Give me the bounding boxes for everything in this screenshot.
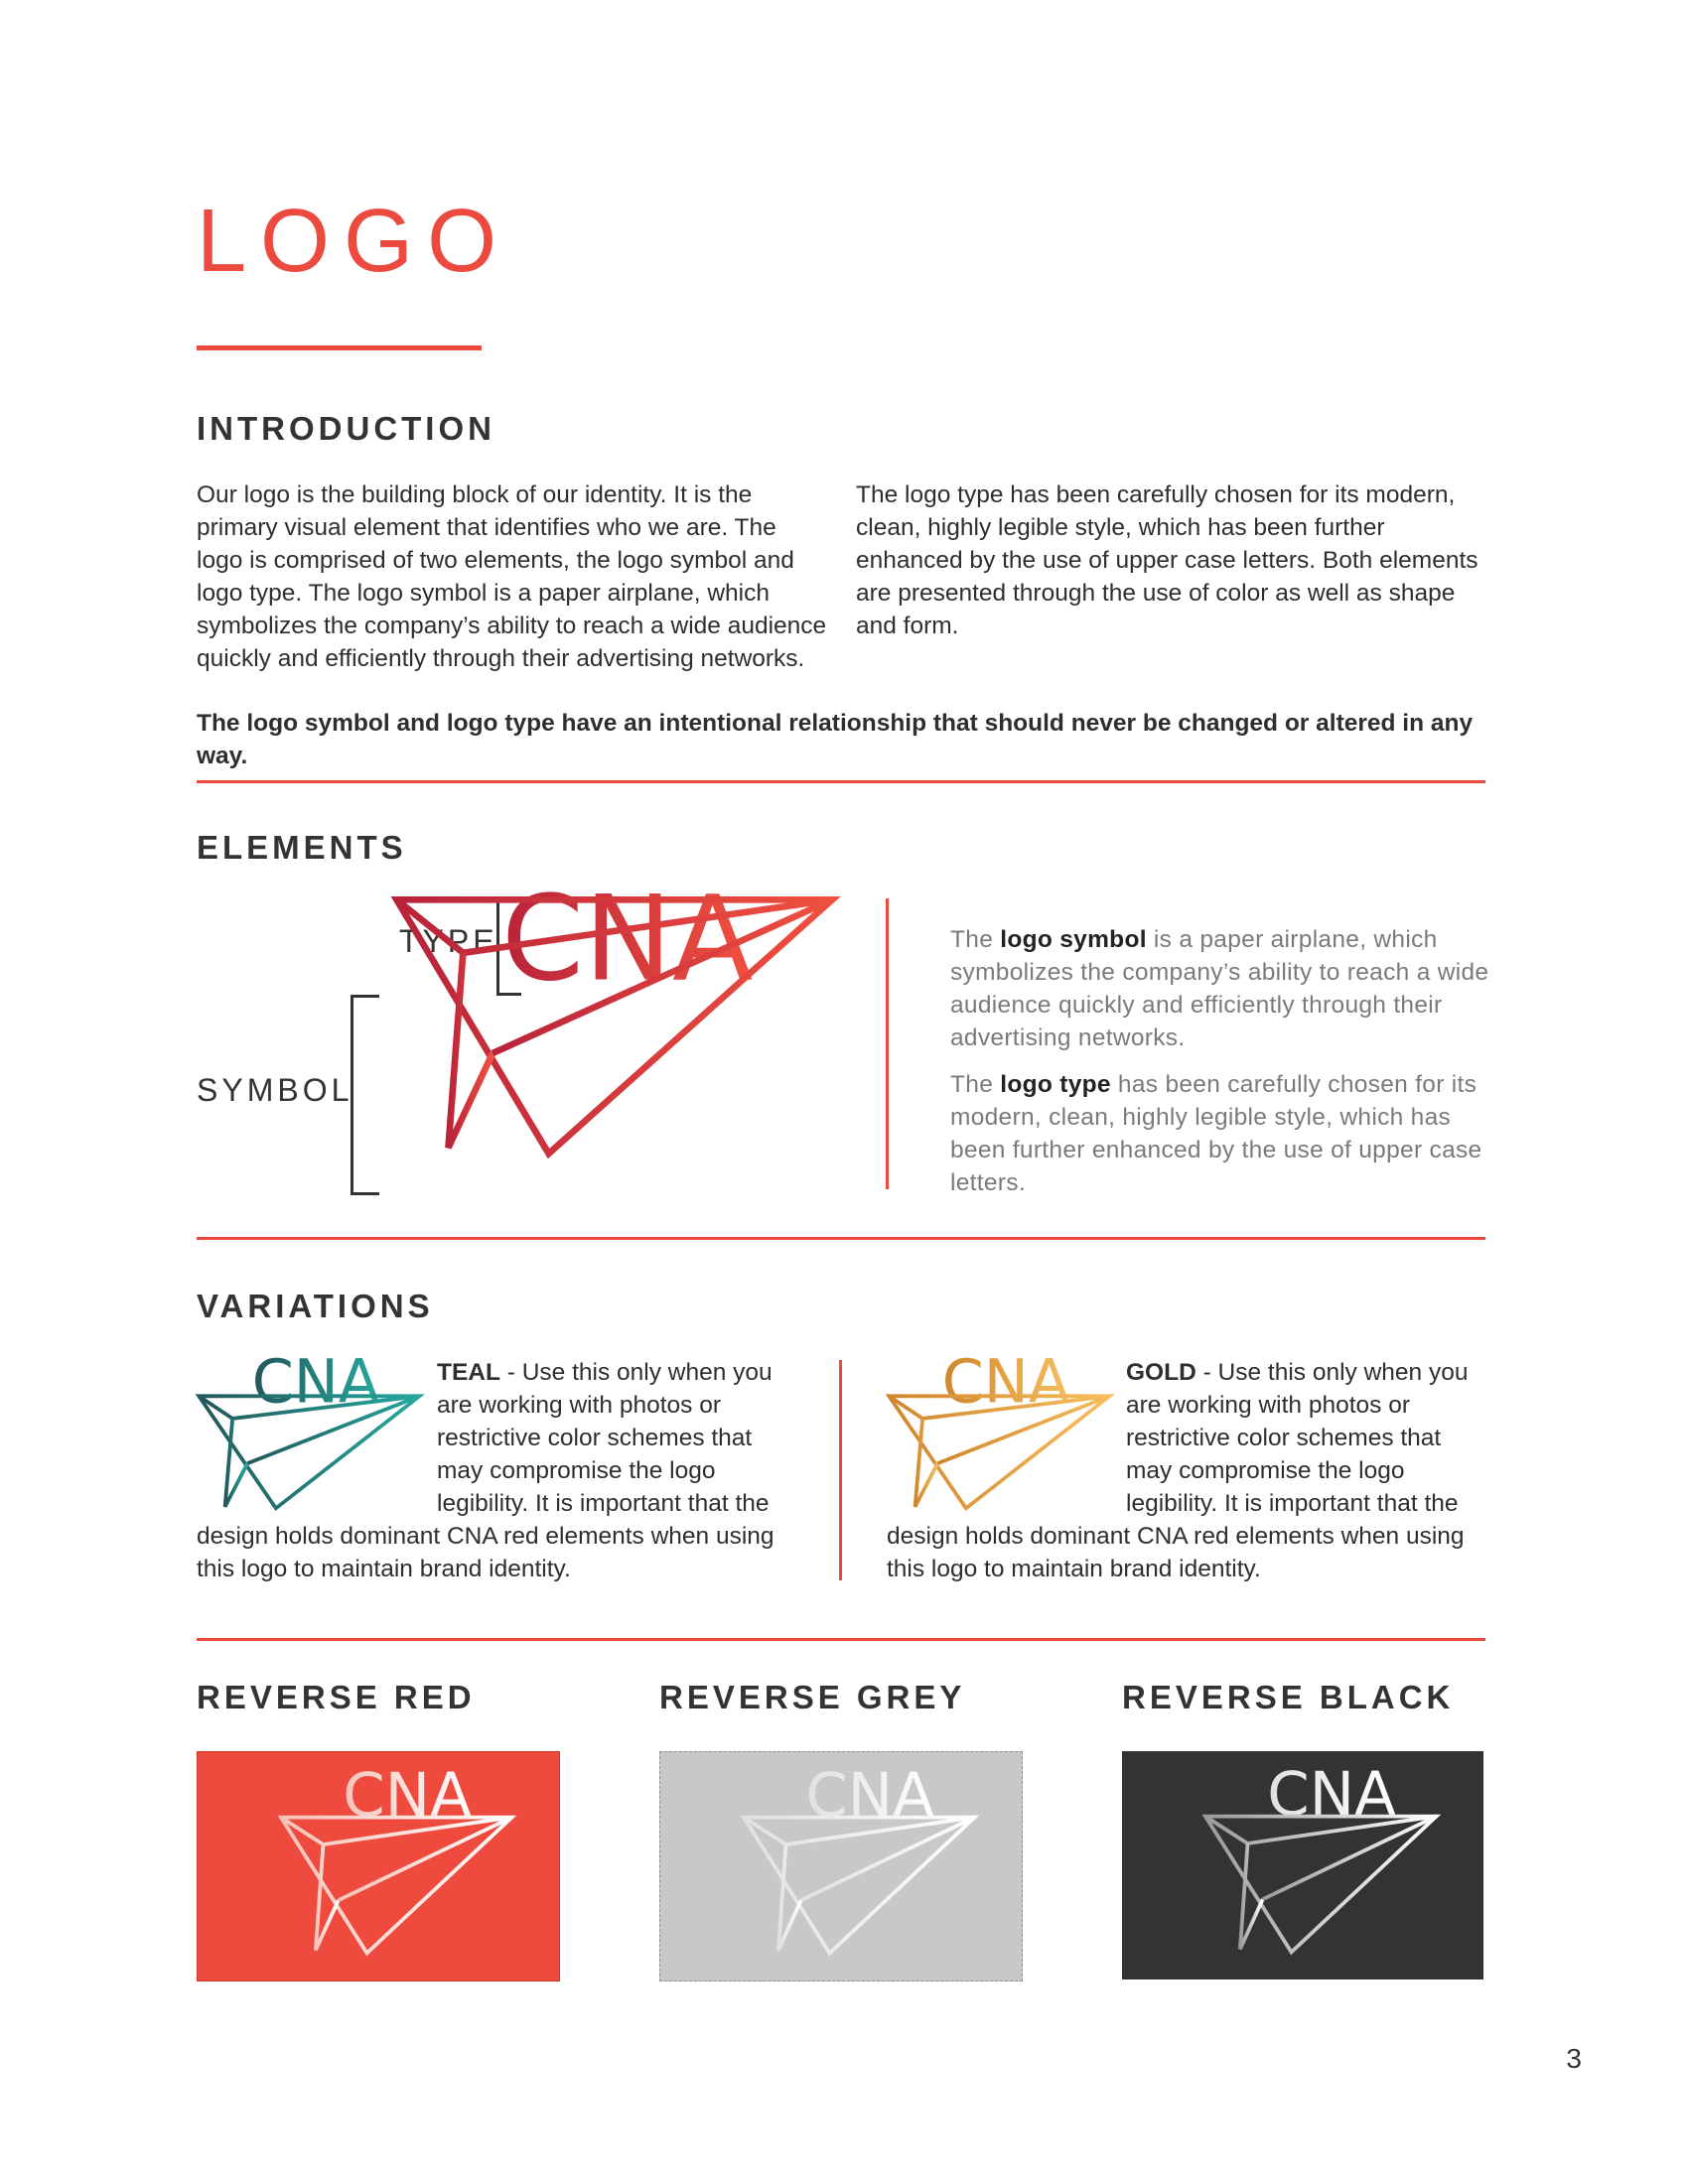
paper-airplane-icon xyxy=(744,1818,975,1954)
paper-airplane-icon xyxy=(1205,1817,1437,1953)
symbol-label: SYMBOL xyxy=(197,1072,353,1108)
introduction-column-2: The logo type has been carefully chosen for its modern, clean, highly legible style, which has been further enhanced by the use of upper case letters. Both elements are presented through the use of color as well as shape and form. xyxy=(856,481,1478,639)
elements-heading: ELEMENTS xyxy=(197,829,407,866)
svg-text:CNA: CNA xyxy=(251,1347,380,1418)
main-logo xyxy=(392,871,835,1201)
teal-logo xyxy=(197,1347,421,1515)
type-label: TYPE xyxy=(399,923,498,959)
svg-text:CNA: CNA xyxy=(941,1347,1070,1418)
section-divider xyxy=(197,1237,1485,1240)
variations-heading: VARIATIONS xyxy=(197,1288,434,1324)
paper-airplane-icon xyxy=(281,1818,512,1954)
variations-divider xyxy=(839,1360,842,1580)
symbol-bracket xyxy=(351,995,379,1195)
teal-description-continued: design holds dominant CNA red elements when using this logo to maintain brand identity. xyxy=(197,1523,774,1582)
gold-description: GOLD - Use this only when you are working with photos or restrictive color schemes that may compromise the logo legibility. It is important that the xyxy=(1126,1359,1469,1517)
logo-type-description: The logo type has been carefully chosen for its modern, clean, highly legible style, which has been further enhanced by the use of upper case letters. xyxy=(950,1071,1482,1196)
reverse-grey-heading: REVERSE GREY xyxy=(659,1679,966,1715)
introduction-column-1: Our logo is the building block of our identity. It is the primary visual element that identifies who we are. The logo is comprised of two elements, the logo symbol and logo type. The logo symbol is a paper airplane, which symbolizes the company’s ability to reach a wide audience quickly and efficiently through their advertising networks. xyxy=(197,481,827,672)
elements-divider xyxy=(886,898,889,1189)
logo-type: CNA xyxy=(501,871,754,1009)
reverse-black-heading: REVERSE BLACK xyxy=(1122,1679,1455,1715)
svg-text:CNA: CNA xyxy=(805,1761,934,1832)
reverse-grey-swatch xyxy=(659,1751,1023,1981)
teal-description: TEAL - Use this only when you are working with photos or restrictive color schemes that may compromise the logo legibility. It is important that the xyxy=(437,1359,773,1517)
page-title: LOGO xyxy=(197,192,511,291)
logo-symbol-description: The logo symbol is a paper airplane, which symbolizes the company’s ability to reach a wide audience quickly and efficiently through their advertising networks. xyxy=(950,926,1489,1051)
introduction-heading: INTRODUCTION xyxy=(197,410,495,447)
page-number: 3 xyxy=(1566,2043,1582,2074)
svg-text:CNA: CNA xyxy=(1267,1760,1396,1831)
gold-logo xyxy=(887,1347,1111,1515)
title-underline xyxy=(197,345,482,350)
introduction-note: The logo symbol and logo type have an intentional relationship that should never be changed or altered in any way. xyxy=(197,710,1474,769)
reverse-red-swatch xyxy=(197,1751,560,1981)
section-divider xyxy=(197,780,1485,783)
section-divider xyxy=(197,1638,1485,1641)
gold-description-continued: design holds dominant CNA red elements when using this logo to maintain brand identity. xyxy=(887,1523,1465,1582)
svg-text:CNA: CNA xyxy=(343,1761,472,1832)
reverse-red-heading: REVERSE RED xyxy=(197,1679,476,1715)
reverse-black-swatch xyxy=(1122,1751,1483,1979)
